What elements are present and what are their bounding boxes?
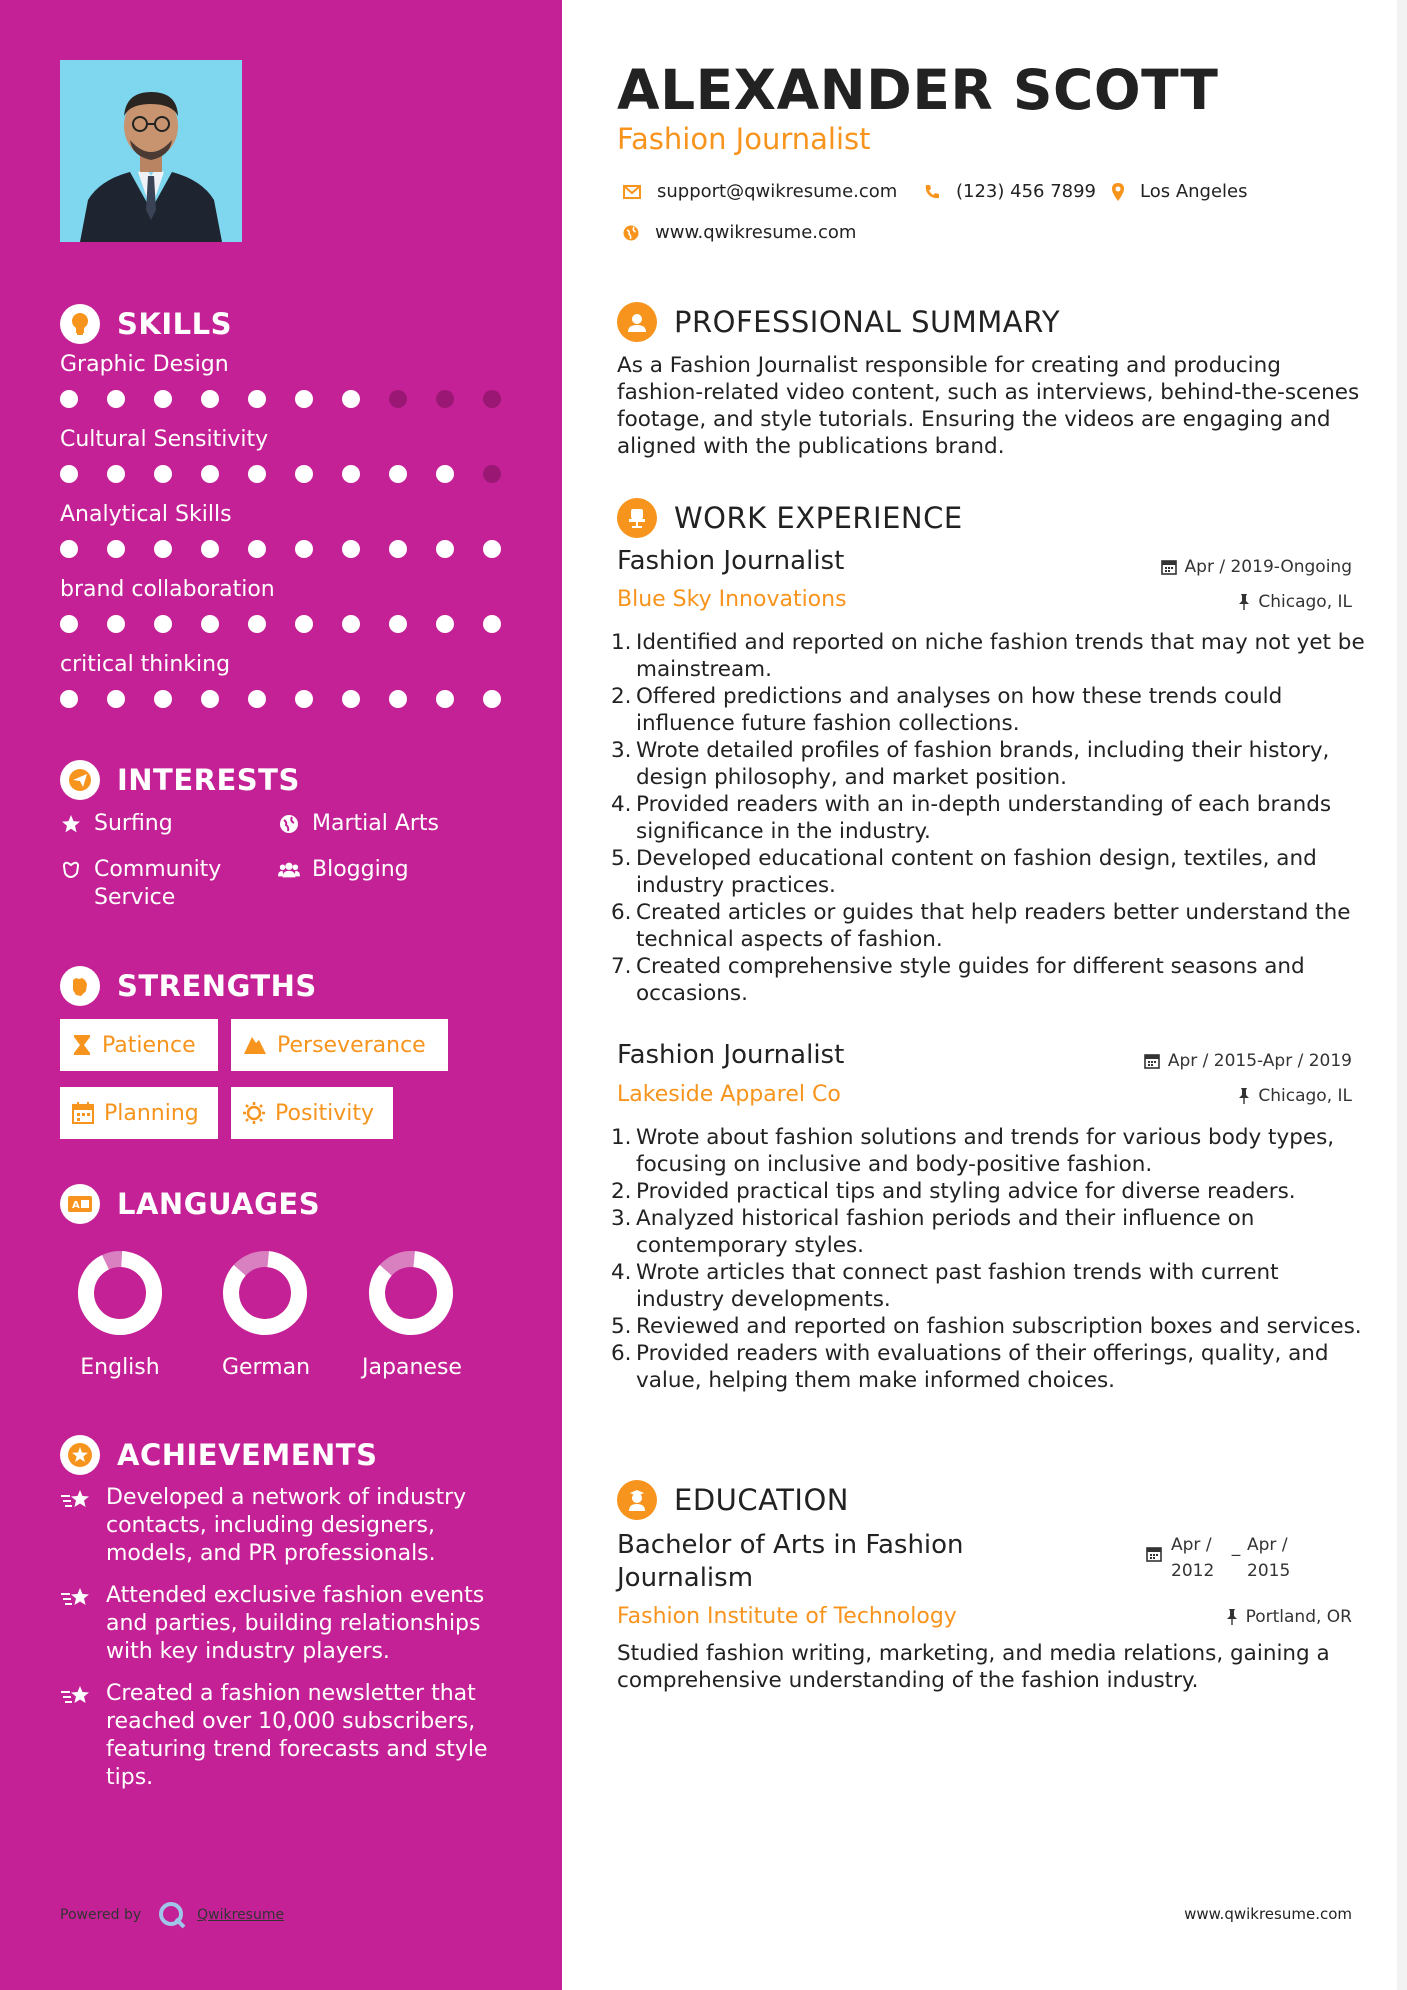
skill-level-dots bbox=[60, 615, 530, 633]
hourglass-icon bbox=[72, 1034, 92, 1056]
skill-dot bbox=[201, 615, 219, 633]
skill-level-dots bbox=[60, 690, 530, 708]
languages-header bbox=[60, 1184, 320, 1224]
achievements-header bbox=[60, 1435, 377, 1475]
responsibility-item: 3. Wrote detailed profiles of fashion brands, including their history, design philosophy, and market position. bbox=[611, 738, 1330, 790]
skill-dot bbox=[201, 690, 219, 708]
education-dates: Apr / 2012 _ Apr / 2015 bbox=[1146, 1532, 1301, 1584]
experience-header bbox=[617, 498, 963, 538]
job-responsibilities bbox=[611, 1124, 1365, 1394]
skill-name: Cultural Sensitivity bbox=[60, 427, 269, 452]
profile-photo bbox=[60, 60, 242, 242]
job-responsibilities bbox=[611, 629, 1365, 1007]
responsibility-item: 2. Offered predictions and analyses on how these trends could influence future fashion collections. bbox=[611, 684, 1283, 736]
skill-name: Graphic Design bbox=[60, 352, 229, 377]
skill-dot bbox=[483, 615, 501, 633]
achievement-item: Developed a network of industry contacts, including designers, models, and PR professionals. bbox=[60, 1484, 500, 1568]
skills-header bbox=[60, 304, 232, 344]
skill-dot bbox=[154, 390, 172, 408]
skill-dot bbox=[436, 390, 454, 408]
skill-dot bbox=[342, 390, 360, 408]
education-location: Portland, OR bbox=[1226, 1607, 1352, 1627]
responsibility-item: 4. Provided readers with an in-depth understanding of each brands significance in the industry. bbox=[611, 792, 1332, 844]
summary-text: As a Fashion Journalist responsible for creating and producing fashion-related video content, such as interviews, behind-the-scenes footage, and style tutorials. Ensuring the videos are engaging and aligned with the publications brand. bbox=[617, 353, 1360, 459]
contact-phone: (123) 456 7899 bbox=[924, 181, 1096, 202]
interest-item-surfing: Surfing bbox=[60, 810, 173, 838]
pushpin-icon bbox=[1238, 594, 1250, 610]
skill-dot bbox=[389, 390, 407, 408]
skill-dot bbox=[201, 465, 219, 483]
skill-dot bbox=[342, 690, 360, 708]
skill-dot bbox=[295, 465, 313, 483]
responsibility-item: 5. Developed educational content on fashion design, textiles, and industry practices. bbox=[611, 846, 1317, 898]
shooting-star-icon bbox=[60, 1484, 92, 1568]
skill-dot bbox=[483, 690, 501, 708]
footer-url[interactable]: www.qwikresume.com bbox=[1184, 1905, 1352, 1923]
education-text: Studied fashion writing, marketing, and media relations, gaining a comprehensive understanding of the fashion industry. bbox=[617, 1641, 1330, 1693]
skill-dot bbox=[436, 615, 454, 633]
pushpin-icon bbox=[1238, 1088, 1250, 1104]
interest-item-martial-arts: Martial Arts bbox=[278, 810, 439, 838]
main-content bbox=[562, 0, 1407, 1990]
skill-dot bbox=[436, 690, 454, 708]
skill-dot bbox=[295, 390, 313, 408]
users-icon bbox=[278, 856, 300, 880]
contact-website bbox=[623, 222, 856, 243]
job-title: Fashion Journalist bbox=[617, 546, 845, 576]
education-title: EDUCATION bbox=[674, 1483, 850, 1517]
skill-dot bbox=[483, 540, 501, 558]
interest-item-blogging: Blogging bbox=[278, 856, 409, 884]
briefcase-chair-icon bbox=[617, 498, 657, 538]
svg-text:A: A bbox=[72, 1200, 80, 1211]
qwikresume-link[interactable]: Qwikresume bbox=[197, 1907, 285, 1923]
job-title: Fashion Journalist bbox=[617, 1040, 845, 1070]
skill-dot bbox=[154, 690, 172, 708]
skill-dot bbox=[107, 615, 125, 633]
website-link[interactable]: www.qwikresume.com bbox=[655, 222, 857, 243]
responsibility-item: 6. Provided readers with evaluations of their offerings, quality, and value, helping them make informed choices. bbox=[611, 1341, 1329, 1393]
powered-by: Powered by Qwikresume bbox=[60, 1900, 284, 1930]
language-name-english: English bbox=[80, 1355, 160, 1380]
skill-dot bbox=[436, 540, 454, 558]
degree-title: Bachelor of Arts in Fashion Journalism bbox=[617, 1530, 964, 1593]
avatar bbox=[60, 60, 242, 242]
skill-dot bbox=[248, 465, 266, 483]
strength-patience: Patience bbox=[60, 1019, 218, 1071]
job-location: Chicago, IL bbox=[1238, 592, 1352, 612]
achievements-title: ACHIEVEMENTS bbox=[117, 1438, 378, 1472]
calendar-icon bbox=[1146, 1532, 1162, 1584]
strength-perseverance: Perseverance bbox=[231, 1019, 448, 1071]
job-dates: Apr / 2015-Apr / 2019 bbox=[1144, 1051, 1352, 1071]
responsibility-item: 7. Created comprehensive style guides for different seasons and occasions. bbox=[611, 954, 1305, 1006]
sidebar bbox=[0, 0, 562, 1990]
skill-dot bbox=[60, 690, 78, 708]
globe-icon bbox=[278, 810, 300, 834]
phone-icon bbox=[924, 184, 940, 200]
globe-icon bbox=[623, 225, 639, 241]
skill-dot bbox=[154, 540, 172, 558]
skill-dot bbox=[107, 465, 125, 483]
skill-level-dots bbox=[60, 540, 530, 558]
sun-icon bbox=[243, 1102, 265, 1124]
skill-dot bbox=[154, 465, 172, 483]
language-name-german: German bbox=[221, 1355, 311, 1380]
skill-dot bbox=[201, 390, 219, 408]
interest-item-community-service: Community Service bbox=[60, 856, 221, 912]
skill-dot bbox=[389, 465, 407, 483]
skill-dot bbox=[107, 690, 125, 708]
lightbulb-icon bbox=[60, 304, 100, 344]
skill-level-dots bbox=[60, 465, 530, 483]
skill-dot bbox=[483, 465, 501, 483]
skill-dot bbox=[248, 390, 266, 408]
achievement-item: Attended exclusive fashion events and parties, building relationships with key industry players. bbox=[60, 1582, 500, 1666]
skill-dot bbox=[107, 390, 125, 408]
skill-dot bbox=[436, 465, 454, 483]
skill-name: Analytical Skills bbox=[60, 502, 232, 527]
skill-dot bbox=[154, 615, 172, 633]
responsibility-item: 1. Identified and reported on niche fashion trends that may not yet be mainstream. bbox=[611, 630, 1365, 682]
skill-dot bbox=[295, 615, 313, 633]
page-edge bbox=[1397, 0, 1407, 1990]
skill-dot bbox=[248, 690, 266, 708]
skill-dot bbox=[60, 465, 78, 483]
calendar-icon bbox=[1144, 1053, 1160, 1069]
email-link[interactable]: support@qwikresume.com bbox=[657, 181, 898, 202]
skill-dot bbox=[389, 615, 407, 633]
responsibility-item: 1. Wrote about fashion solutions and trends for various body types, focusing on inclusive and body-positive fashion. bbox=[611, 1125, 1335, 1177]
paper-plane-icon bbox=[60, 760, 100, 800]
responsibility-item: 5. Reviewed and reported on fashion subscription boxes and services. bbox=[611, 1314, 1362, 1339]
company-name: Blue Sky Innovations bbox=[617, 587, 847, 612]
skill-dot bbox=[248, 615, 266, 633]
pushpin-icon bbox=[1226, 1609, 1238, 1625]
strengths-title: STRENGTHS bbox=[117, 969, 317, 1003]
skill-dot bbox=[342, 540, 360, 558]
skill-dot bbox=[295, 540, 313, 558]
job-location: Chicago, IL bbox=[1238, 1086, 1352, 1106]
skill-dot bbox=[60, 615, 78, 633]
calendar-icon bbox=[1161, 559, 1177, 575]
skill-dot bbox=[107, 540, 125, 558]
achievement-item: Created a fashion newsletter that reached over 10,000 subscribers, featuring trend forecasts and style tips. bbox=[60, 1680, 500, 1792]
skill-dot bbox=[60, 390, 78, 408]
shooting-star-icon bbox=[60, 1680, 92, 1792]
responsibility-item: 3. Analyzed historical fashion periods and their influence on contemporary styles. bbox=[611, 1206, 1255, 1258]
heart-hand-icon bbox=[60, 856, 82, 880]
shooting-star-icon bbox=[60, 1582, 92, 1666]
contact-location: Los Angeles bbox=[1112, 181, 1248, 202]
interests-title: INTERESTS bbox=[117, 763, 300, 797]
summary-title: PROFESSIONAL SUMMARY bbox=[674, 305, 1061, 339]
responsibility-item: 4. Wrote articles that connect past fashion trends with current industry developments. bbox=[611, 1260, 1279, 1312]
strength-planning: Planning bbox=[60, 1087, 218, 1139]
strength-positivity: Positivity bbox=[231, 1087, 393, 1139]
language-rings bbox=[0, 1243, 520, 1353]
skill-dot bbox=[389, 690, 407, 708]
school-name: Fashion Institute of Technology bbox=[617, 1604, 957, 1629]
user-icon bbox=[617, 302, 657, 342]
calendar-icon bbox=[72, 1102, 94, 1124]
responsibility-item: 6. Created articles or guides that help readers better understand the technical aspects of fashion. bbox=[611, 900, 1351, 952]
language-ring-fill bbox=[84, 1257, 155, 1328]
skill-name: critical thinking bbox=[60, 652, 231, 677]
education-header bbox=[617, 1480, 849, 1520]
company-name: Lakeside Apparel Co bbox=[617, 1082, 841, 1107]
skill-dot bbox=[248, 540, 266, 558]
contact-email bbox=[623, 181, 897, 202]
star-icon bbox=[60, 810, 82, 834]
interests-header bbox=[60, 760, 300, 800]
skill-name: brand collaboration bbox=[60, 577, 275, 602]
map-pin-icon bbox=[1112, 183, 1124, 201]
skill-dot bbox=[342, 615, 360, 633]
skill-level-dots bbox=[60, 390, 530, 408]
language-name-japanese: Japanese bbox=[362, 1355, 462, 1380]
languages-title: LANGUAGES bbox=[117, 1187, 321, 1221]
translate-icon bbox=[60, 1184, 100, 1224]
graduate-icon bbox=[617, 1480, 657, 1520]
envelope-icon bbox=[623, 185, 641, 199]
strengths-header bbox=[60, 966, 317, 1006]
skill-dot bbox=[483, 390, 501, 408]
job-dates: Apr / 2019-Ongoing bbox=[1161, 557, 1352, 577]
skill-dot bbox=[295, 690, 313, 708]
skill-dot bbox=[342, 465, 360, 483]
qwikresume-logo-icon bbox=[157, 1900, 187, 1930]
skill-dot bbox=[60, 540, 78, 558]
responsibility-item: 2. Provided practical tips and styling advice for diverse readers. bbox=[611, 1179, 1296, 1204]
skill-dot bbox=[389, 540, 407, 558]
award-star-icon bbox=[60, 1435, 100, 1475]
mountain-icon bbox=[243, 1035, 267, 1055]
person-name: ALEXANDER SCOTT bbox=[617, 58, 1219, 122]
skills-title: SKILLS bbox=[117, 307, 232, 341]
experience-title: WORK EXPERIENCE bbox=[674, 501, 963, 535]
skill-dot bbox=[201, 540, 219, 558]
summary-header bbox=[617, 302, 1060, 342]
fist-icon bbox=[60, 966, 100, 1006]
person-title: Fashion Journalist bbox=[617, 122, 871, 156]
